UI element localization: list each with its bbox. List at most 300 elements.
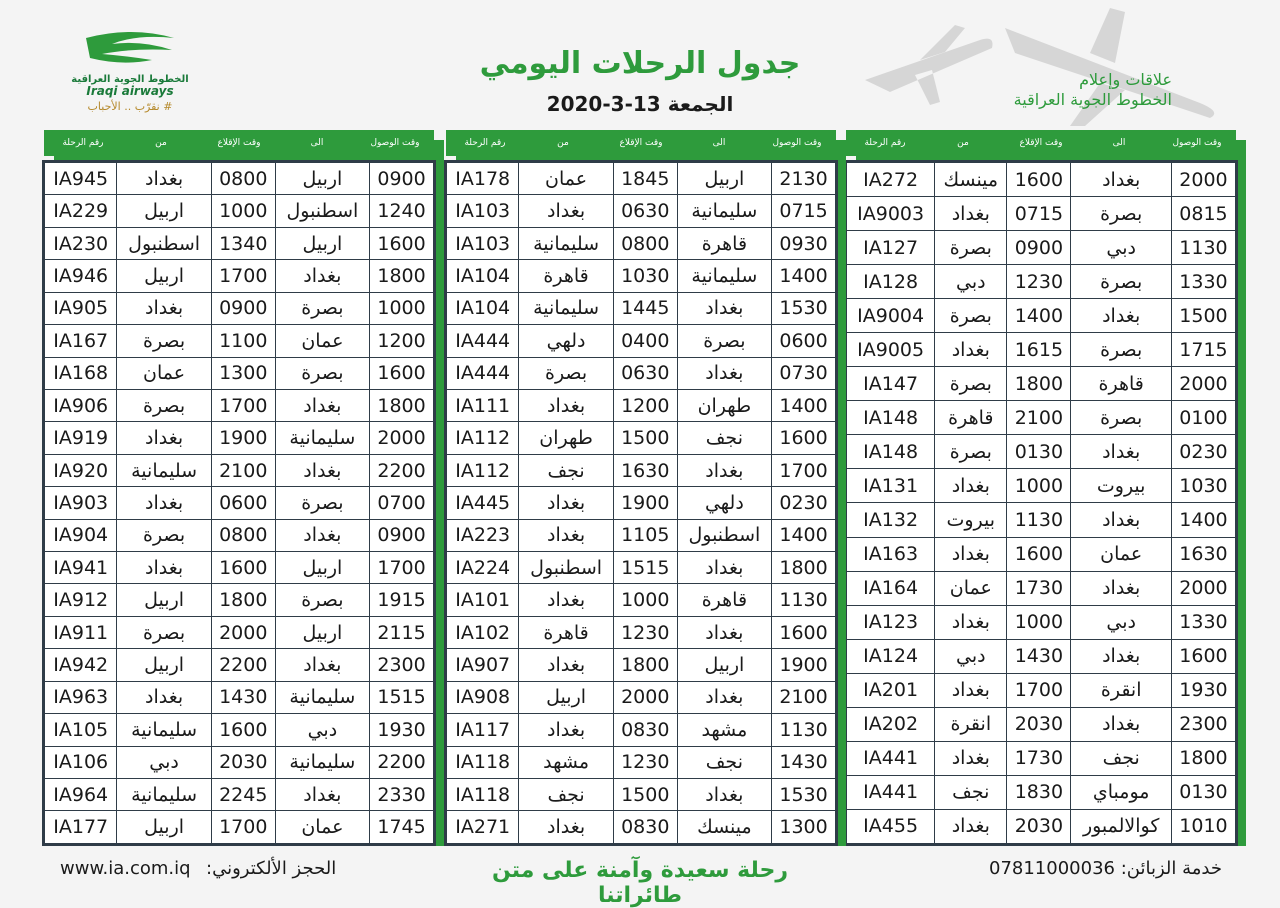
departure-time: 1500 [613,422,677,454]
origin: بصرة [117,519,211,551]
departure-time: 0830 [613,714,677,746]
departure-time: 1630 [613,454,677,486]
table-row [45,519,434,551]
iraqi-airways-logo [70,30,190,130]
arrival-time: 0900 [370,163,434,195]
departure-time: 1000 [1007,605,1071,639]
destination: بغداد [677,357,771,389]
origin: عمان [117,357,211,389]
destination: سليمانية [677,195,771,227]
arrival-time: 1530 [772,292,836,324]
column-header: الى [1112,138,1126,148]
departure-time: 1130 [1007,503,1071,537]
origin: بغداد [519,811,613,844]
destination: بصرة [1071,333,1172,367]
table-row [447,519,836,551]
destination: بغداد [275,454,369,486]
arrival-time: 0100 [1171,401,1235,435]
departure-time: 1300 [211,357,275,389]
origin: بغداد [117,487,211,519]
departure-time: 1800 [1007,367,1071,401]
arrival-time: 1600 [370,357,434,389]
origin: اربيل [117,584,211,616]
arrival-time: 1240 [370,195,434,227]
table-row [45,552,434,584]
flight-number: IA148 [847,401,935,435]
departure-time: 1340 [211,227,275,259]
table-row [447,584,836,616]
flight-number: IA178 [447,163,519,195]
departure-time: 1600 [1007,537,1071,571]
destination: انقرة [1071,673,1172,707]
destination: بغداد [1071,299,1172,333]
origin: دبي [935,639,1007,673]
destination: بغداد [1071,163,1172,197]
departure-time: 1600 [211,714,275,746]
destination: اربيل [275,163,369,195]
logo-english: Iraqi airways [86,84,174,98]
destination: كوالالمبور [1071,809,1172,843]
departure-time: 1800 [613,649,677,681]
origin: دبي [117,746,211,778]
origin: سليمانية [117,454,211,486]
flight-number: IA223 [447,519,519,551]
arrival-time: 1930 [1171,673,1235,707]
departure-time: 0630 [613,357,677,389]
origin: بصرة [935,435,1007,469]
departure-time: 1430 [211,681,275,713]
destination: بغداد [275,649,369,681]
origin: بغداد [519,584,613,616]
flight-number: IA148 [847,435,935,469]
destination: بغداد [677,681,771,713]
origin: اربيل [117,811,211,844]
destination: بغداد [677,779,771,811]
flight-number: IA912 [45,584,117,616]
arrival-time: 1930 [370,714,434,746]
departure-time: 0800 [211,163,275,195]
table-row [447,779,836,811]
origin: بغداد [117,552,211,584]
arrival-time: 1500 [1171,299,1235,333]
origin: اسطنبول [117,227,211,259]
logo-arabic: الخطوط الجوية العراقية [71,74,189,85]
destination: بصرة [1071,197,1172,231]
origin: سليمانية [117,779,211,811]
arrival-time: 1600 [370,227,434,259]
table-row [45,227,434,259]
arrival-time: 2200 [370,454,434,486]
origin: بغداد [935,809,1007,843]
arrival-time: 1530 [772,779,836,811]
destination: بصرة [275,584,369,616]
destination: سليمانية [275,681,369,713]
origin: بصرة [935,367,1007,401]
departure-time: 2200 [211,649,275,681]
table-row [847,809,1236,843]
arrival-time: 1900 [772,649,836,681]
flight-number: IA105 [45,714,117,746]
table-row [45,746,434,778]
flight-number: IA946 [45,260,117,292]
destination: بغداد [677,454,771,486]
departure-time: 1230 [613,746,677,778]
origin: بغداد [519,649,613,681]
service-phone[interactable]: 07811000036 [989,858,1115,879]
departure-time: 1600 [1007,163,1071,197]
destination: قاهرة [677,584,771,616]
departure-time: 1500 [613,779,677,811]
table-row [847,231,1236,265]
table-row [45,714,434,746]
flight-number: IA964 [45,779,117,811]
arrival-time: 0715 [772,195,836,227]
schedule-panel-left [44,130,434,844]
arrival-time: 1400 [772,389,836,421]
arrival-time: 1800 [370,260,434,292]
table-row [847,707,1236,741]
flight-number: IA455 [847,809,935,843]
origin: بغداد [935,537,1007,571]
arrival-time: 0815 [1171,197,1235,231]
table-row [447,681,836,713]
column-header: وقت الإقلاع [619,138,663,148]
arrival-time: 1330 [1171,605,1235,639]
destination: بصرة [1071,265,1172,299]
destination: عمان [1071,537,1172,571]
arrival-time: 0600 [772,325,836,357]
arrival-time: 2115 [370,616,434,648]
table-row [45,357,434,389]
destination: بصرة [1071,401,1172,435]
flight-number: IA124 [847,639,935,673]
departure-time: 1900 [211,422,275,454]
origin: بغداد [935,333,1007,367]
column-header: من [957,138,969,148]
table-row [447,616,836,648]
origin: مشهد [519,746,613,778]
table-row [847,333,1236,367]
departure-time: 1730 [1007,571,1071,605]
destination: بغداد [1071,639,1172,673]
flight-number: IA9004 [847,299,935,333]
flight-number: IA963 [45,681,117,713]
destination: نجف [677,422,771,454]
table-row [847,571,1236,605]
arrival-time: 1130 [1171,231,1235,265]
arrival-time: 1800 [370,389,434,421]
arrival-time: 0230 [772,487,836,519]
origin: عمان [519,163,613,195]
departure-time: 1430 [1007,639,1071,673]
airplane-icon [1000,8,1230,128]
destination: بصرة [275,357,369,389]
destination: بغداد [1071,503,1172,537]
origin: بغداد [117,292,211,324]
arrival-time: 1800 [772,552,836,584]
departure-time: 2000 [613,681,677,713]
origin: دبي [935,265,1007,299]
destination: دبي [1071,231,1172,265]
arrival-time: 2100 [772,681,836,713]
departure-time: 0830 [613,811,677,844]
column-header: وقت الوصول [1172,138,1222,148]
departure-time: 0630 [613,195,677,227]
origin: اسطنبول [519,552,613,584]
flight-number: IA9005 [847,333,935,367]
logo-tagline: # نقرّب .. الأحباب [87,100,173,113]
departure-time: 1730 [1007,741,1071,775]
flight-number: IA104 [447,260,519,292]
table-row [847,469,1236,503]
arrival-time: 1300 [772,811,836,844]
departure-time: 0900 [211,292,275,324]
flight-number: IA272 [847,163,935,197]
destination: عمان [275,811,369,844]
flight-number: IA167 [45,325,117,357]
flight-number: IA444 [447,325,519,357]
arrival-time: 1600 [772,616,836,648]
arrival-time: 1030 [1171,469,1235,503]
destination: بصرة [677,325,771,357]
table-row [447,227,836,259]
flight-number: IA911 [45,616,117,648]
column-header: الى [712,138,726,148]
origin: بصرة [935,231,1007,265]
bird-logo-icon [82,30,178,74]
departure-time: 2100 [211,454,275,486]
destination: سليمانية [677,260,771,292]
table-row [447,163,836,195]
airplane-icon [860,20,1000,110]
table-row [847,605,1236,639]
origin: سليمانية [519,292,613,324]
table-row [847,197,1236,231]
page-title: جدول الرحلات اليومي [479,46,801,81]
table-row [447,649,836,681]
departure-time: 1000 [1007,469,1071,503]
flight-number: IA9003 [847,197,935,231]
table-row [847,163,1236,197]
arrival-time: 1400 [772,519,836,551]
table-row [45,584,434,616]
destination: عمان [275,325,369,357]
destination: اربيل [275,227,369,259]
origin: بغداد [519,389,613,421]
column-header: من [557,138,569,148]
origin: بغداد [935,469,1007,503]
departure-time: 1200 [613,389,677,421]
table-row [45,454,434,486]
departure-time: 0715 [1007,197,1071,231]
schedule-panel-middle [446,130,836,844]
table-row [447,292,836,324]
departure-time: 0130 [1007,435,1071,469]
table-row [45,422,434,454]
arrival-time: 0700 [370,487,434,519]
column-header: وقت الوصول [370,138,420,148]
table-header [846,130,1236,156]
column-header: وقت الإقلاع [217,138,261,148]
destination: اسطنبول [275,195,369,227]
departure-time: 0400 [613,325,677,357]
destination: بغداد [275,779,369,811]
flight-number: IA177 [45,811,117,844]
origin: نجف [935,775,1007,809]
arrival-time: 1000 [370,292,434,324]
table-row [847,435,1236,469]
column-header: رقم الرحلة [864,138,906,148]
origin: بصرة [117,616,211,648]
flight-number: IA127 [847,231,935,265]
flight-number: IA111 [447,389,519,421]
origin: اربيل [117,195,211,227]
column-header: رقم الرحلة [62,138,104,148]
destination: بغداد [1071,707,1172,741]
departure-time: 1700 [211,811,275,844]
flight-number: IA441 [847,775,935,809]
arrival-time: 2000 [1171,367,1235,401]
table-row [45,389,434,421]
origin: بصرة [519,357,613,389]
flight-number: IA445 [447,487,519,519]
departure-time: 1000 [613,584,677,616]
table-row [847,775,1236,809]
departure-time: 2245 [211,779,275,811]
arrival-time: 2000 [370,422,434,454]
destination: دبي [275,714,369,746]
departure-time: 1615 [1007,333,1071,367]
destination: طهران [677,389,771,421]
origin: بصرة [117,325,211,357]
departure-time: 2000 [211,616,275,648]
arrival-time: 1715 [1171,333,1235,367]
origin: بيروت [935,503,1007,537]
arrival-time: 1330 [1171,265,1235,299]
origin: بصرة [935,299,1007,333]
table-row [45,681,434,713]
departure-time: 1230 [613,616,677,648]
schedule-panel-right [846,130,1236,844]
booking-label: الحجز الألكتروني: [206,858,337,879]
arrival-time: 1800 [1171,741,1235,775]
origin: بغداد [935,741,1007,775]
slogan: رحلة سعيدة وآمنة على متن طائراتنا [491,858,789,908]
origin: بغداد [935,197,1007,231]
destination: بغداد [1071,435,1172,469]
arrival-time: 2000 [1171,163,1235,197]
column-header: من [155,138,167,148]
arrival-time: 1700 [772,454,836,486]
table-row [45,616,434,648]
flight-number: IA132 [847,503,935,537]
origin: سليمانية [519,227,613,259]
table-row [447,422,836,454]
table-row [847,537,1236,571]
column-header: وقت الوصول [772,138,822,148]
table-row [847,265,1236,299]
departure-time: 1515 [613,552,677,584]
arrival-time: 0900 [370,519,434,551]
arrival-time: 1400 [772,260,836,292]
departure-time: 1830 [1007,775,1071,809]
arrival-time: 2300 [370,649,434,681]
origin: اربيل [117,649,211,681]
table-row [447,260,836,292]
arrival-time: 1630 [1171,537,1235,571]
table-row [847,741,1236,775]
departure-time: 1030 [613,260,677,292]
destination: بغداد [275,519,369,551]
flight-number: IA123 [847,605,935,639]
destination: سليمانية [275,746,369,778]
flight-number: IA202 [847,707,935,741]
flights-table [44,162,434,844]
flight-number: IA147 [847,367,935,401]
table-row [847,299,1236,333]
website-link[interactable]: www.ia.com.iq [60,858,191,879]
destination: مشهد [677,714,771,746]
flight-number: IA942 [45,649,117,681]
origin: نجف [519,454,613,486]
flight-number: IA941 [45,552,117,584]
table-row [447,357,836,389]
table-row [447,454,836,486]
origin: بصرة [117,389,211,421]
departure-time: 1700 [1007,673,1071,707]
origin: بغداد [935,673,1007,707]
arrival-time: 1745 [370,811,434,844]
origin: عمان [935,571,1007,605]
destination: بغداد [275,260,369,292]
destination: مومباي [1071,775,1172,809]
flight-number: IA112 [447,422,519,454]
destination: بغداد [1071,571,1172,605]
flight-number: IA229 [45,195,117,227]
destination: اربيل [677,163,771,195]
arrival-time: 1915 [370,584,434,616]
origin: انقرة [935,707,1007,741]
origin: بغداد [519,714,613,746]
arrival-time: 1130 [772,584,836,616]
table-row [45,325,434,357]
departure-time: 2100 [1007,401,1071,435]
departure-time: 2030 [211,746,275,778]
table-row [447,552,836,584]
origin: اربيل [519,681,613,713]
flight-number: IA118 [447,779,519,811]
departure-time: 1230 [1007,265,1071,299]
table-row [847,503,1236,537]
flight-number: IA919 [45,422,117,454]
pr-line-2: الخطوط الجوية العراقية [1013,90,1172,109]
flight-number: IA920 [45,454,117,486]
origin: بغداد [117,422,211,454]
table-row [45,811,434,844]
destination: دلهي [677,487,771,519]
service-label: خدمة الزبائن: [1120,858,1222,879]
pr-line-1: علاقات وإعلام [1079,70,1172,89]
table-row [847,401,1236,435]
arrival-time: 0230 [1171,435,1235,469]
table-row [45,487,434,519]
departure-time: 1800 [211,584,275,616]
departure-time: 1000 [211,195,275,227]
table-row [45,292,434,324]
table-row [447,746,836,778]
departure-time: 1845 [613,163,677,195]
flight-number: IA168 [45,357,117,389]
